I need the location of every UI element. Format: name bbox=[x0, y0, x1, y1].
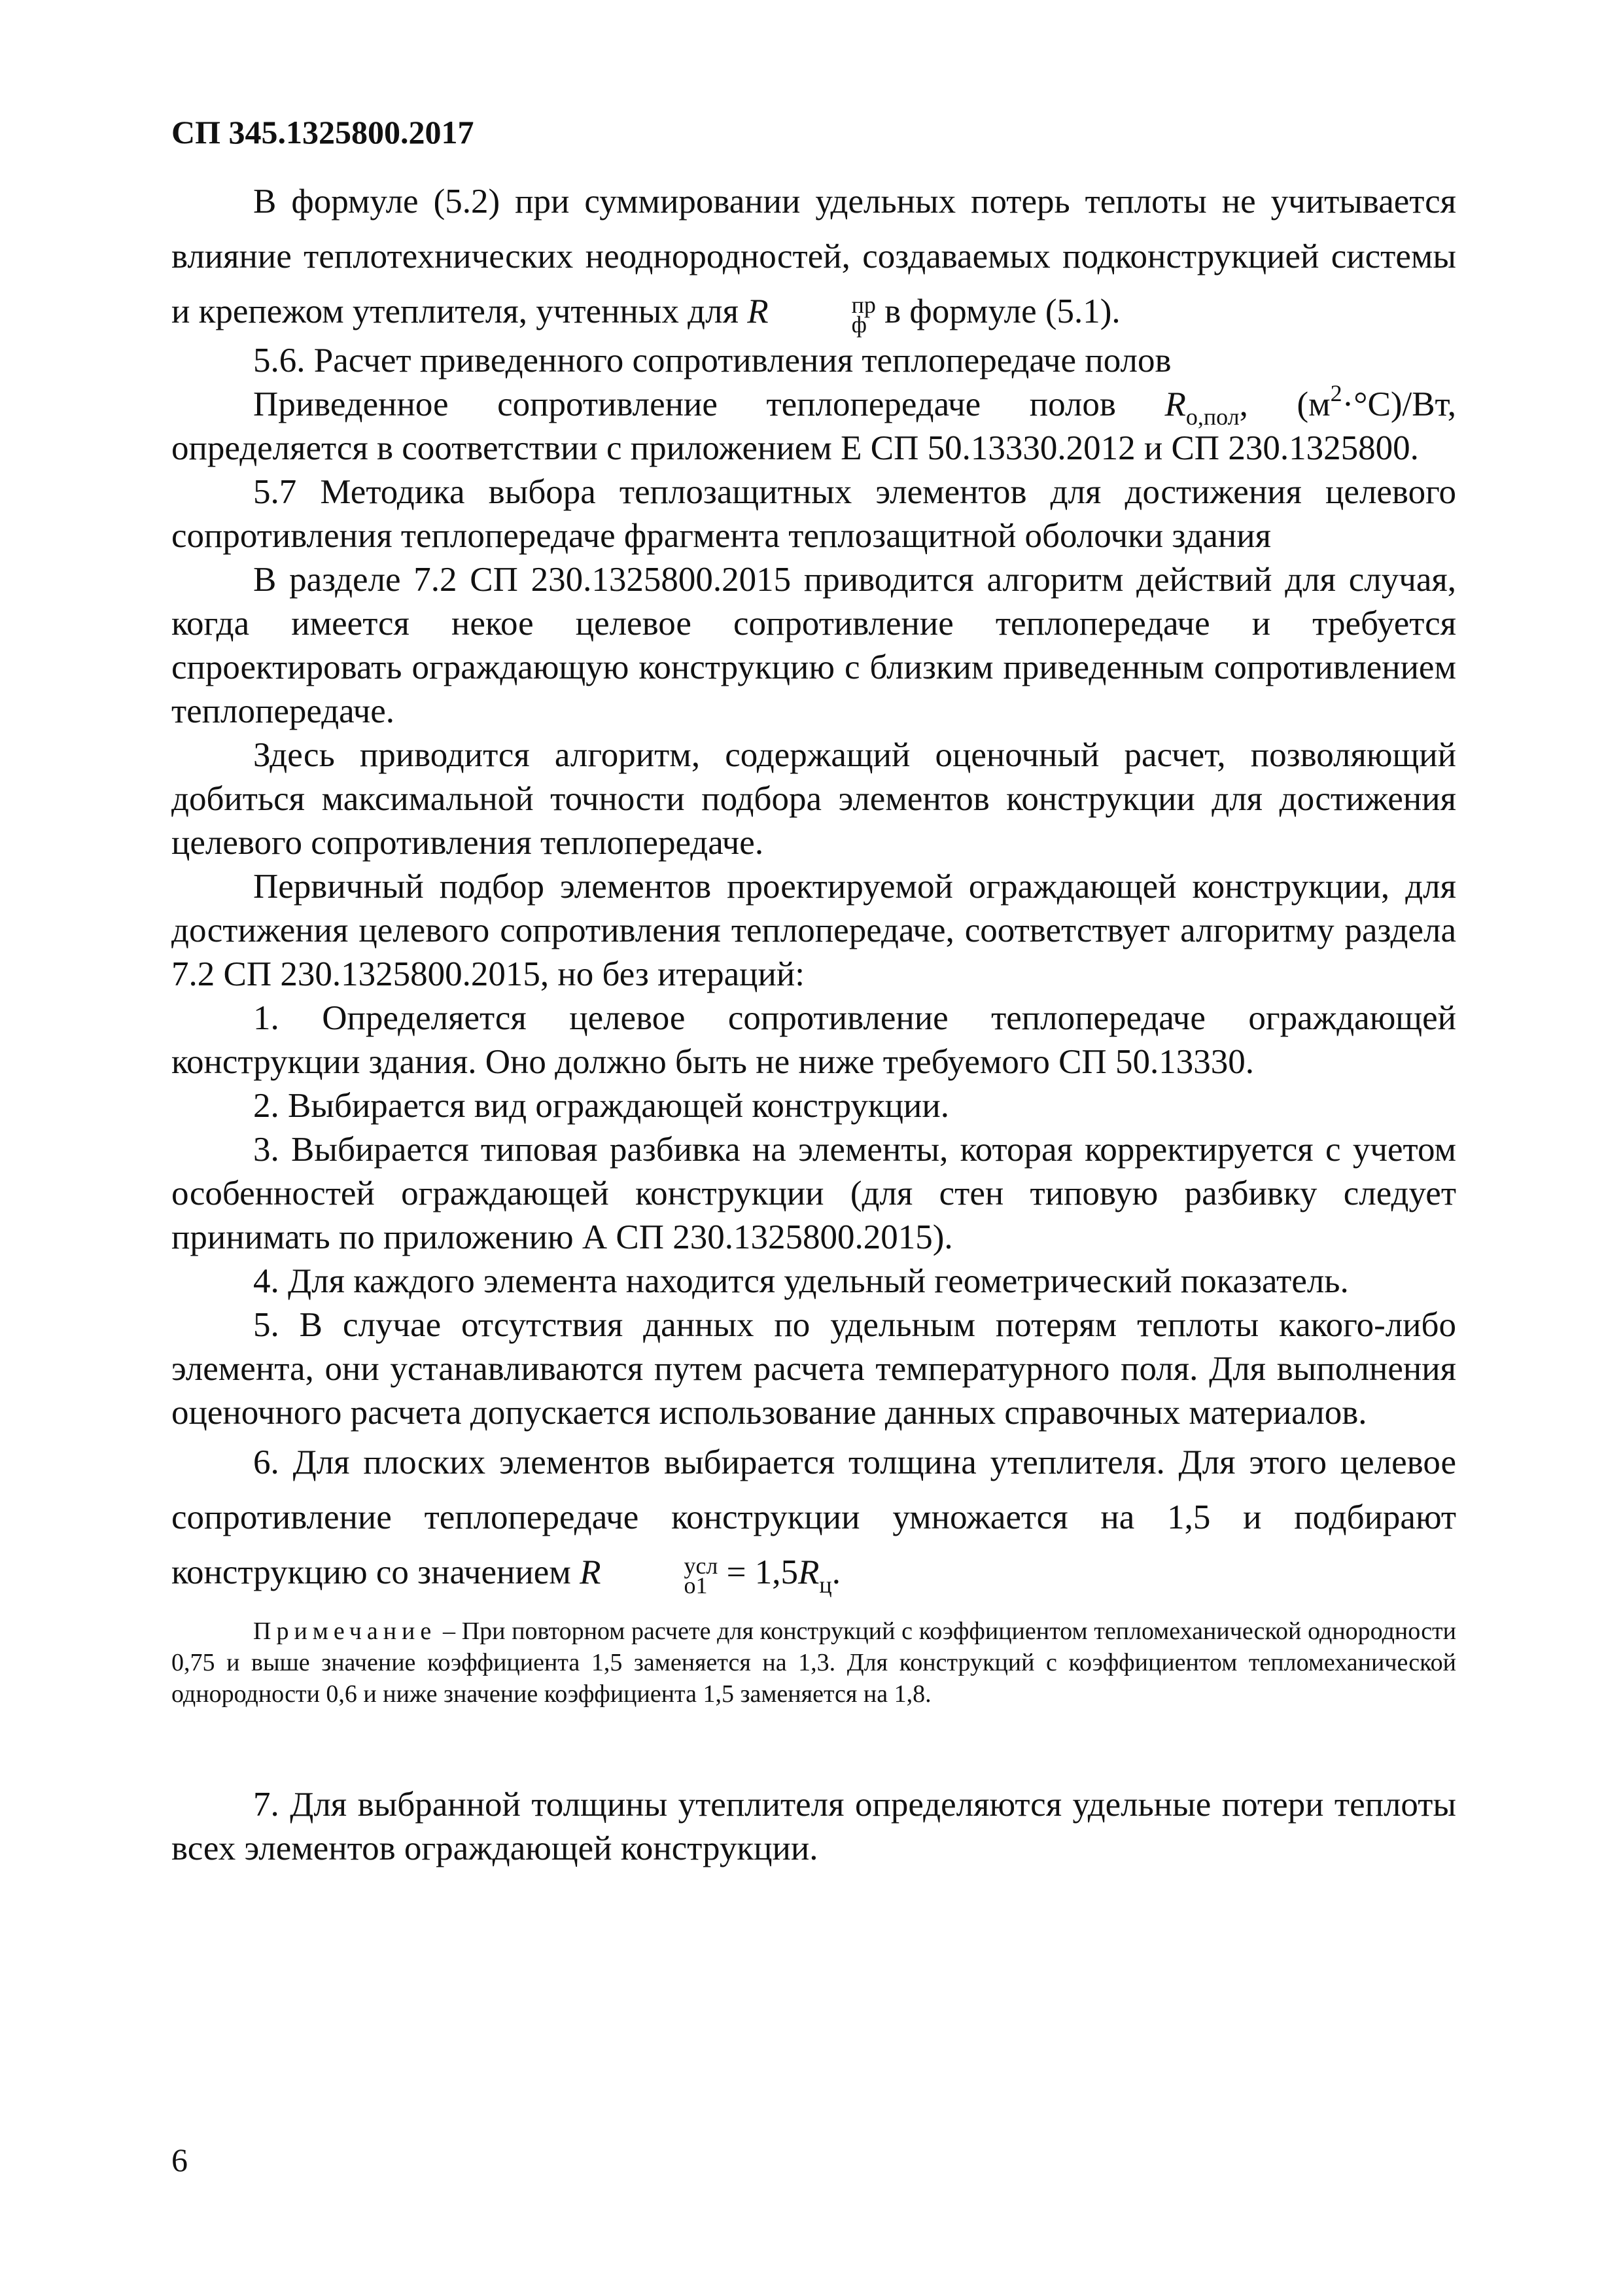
list-item-4: 4. Для каждого элемента находится удельный геометрический показатель. bbox=[253, 1262, 1349, 1300]
p2-text-mid: , (м bbox=[1239, 385, 1331, 423]
formula-r-f-pr bbox=[747, 291, 876, 338]
unit-exponent: 2 bbox=[1330, 380, 1342, 406]
symbol-r-subscript: ф bbox=[851, 311, 867, 338]
formula-r-o1-usl bbox=[580, 1552, 832, 1598]
list-item-2: 2. Выбирается вид ограждающей конструкции. bbox=[253, 1087, 949, 1125]
symbol-r-indices bbox=[602, 1552, 718, 1598]
section-5-7-heading: 5.7 Методика выбора теплозащитных элементов для достижения целевого сопротивления теплопередаче фрагмента теплозащитной оболочки здания bbox=[171, 473, 1456, 555]
symbol-r: R bbox=[747, 292, 769, 330]
p1-text-after: в формуле (5.1). bbox=[875, 292, 1121, 330]
item6-text-after: . bbox=[831, 1553, 841, 1591]
list-item-5: 5. В случае отсутствия данных по удельным потерям теплоты какого-либо элемента, они устанавливаются путем расчета температурного поля. Для выполнения оценочного расчета допускается использование данных справочных материалов. bbox=[171, 1306, 1456, 1432]
symbol-r-target-subscript: ц bbox=[819, 1572, 832, 1598]
list-item-7: 7. Для выбранной толщины утеплителя определяются удельные потери теплоты всех элементов ограждающей конструкции. bbox=[171, 1786, 1456, 1867]
paragraph-floor-resistance bbox=[171, 380, 1456, 470]
paragraph-section-7-2: В разделе 7.2 СП 230.1325800.2015 приводится алгоритм действий для случая, когда имеется некое целевое сопротивление теплопередаче и требуется спроектировать ограждающую конструкцию с близким приведенным сопротивлением теплопередаче. bbox=[171, 561, 1456, 730]
symbol-r: R bbox=[580, 1553, 601, 1591]
symbol-r-target: R bbox=[798, 1553, 820, 1591]
document-code: СП 345.1325800.2017 bbox=[171, 114, 474, 150]
symbol-r: R bbox=[1164, 385, 1186, 423]
paragraph-primary-selection: Первичный подбор элементов проектируемой ограждающей конструкции, для достижения целевого сопротивления теплопередаче, соответствует алгоритму раздела 7.2 СП 230.1325800.2015, но без итераций: bbox=[171, 868, 1456, 993]
symbol-r-superscript: усл bbox=[684, 1552, 718, 1579]
symbol-r-subscript: о,пол bbox=[1185, 404, 1240, 430]
document-body bbox=[171, 174, 1456, 1871]
formula-equals: = 1,5 bbox=[718, 1553, 799, 1591]
note-heading: Примечание bbox=[253, 1617, 437, 1645]
page-number: 6 bbox=[171, 2142, 188, 2178]
paragraph-algorithm: Здесь приводится алгоритм, содержащий оценочный расчет, позволяющий добиться максимальной точности подбора элементов конструкции для достижения целевого сопротивления теплопередаче. bbox=[171, 736, 1456, 862]
item6-text-before: 6. Для плоских элементов выбирается толщина утеплителя. Для этого целевое сопротивление теплопередаче конструкции умножается на 1,5 и подбирают конструкцию со значением bbox=[171, 1443, 1456, 1591]
symbol-r-subscript: о1 bbox=[684, 1572, 708, 1598]
list-item-6 bbox=[171, 1435, 1456, 1600]
p2-text-after: ·°С)/Вт, определяется в соответствии с приложением Е СП 50.13330.2012 и СП 230.1325800. bbox=[171, 385, 1456, 467]
paragraph-formula-5-2 bbox=[171, 174, 1456, 339]
p2-text-before: Приведенное сопротивление теплопередаче полов bbox=[253, 385, 1165, 423]
section-5-6-heading: 5.6. Расчет приведенного сопротивления теплопередаче полов bbox=[253, 342, 1172, 380]
note-text: – При повторном расчете для конструкций с коэффициентом тепломеханической однородности 0,75 и выше значение коэффициента 1,5 заменяется на 1,3. Для конструкций с коэффициентом тепломеханической однородности 0,6 и ниже значение коэффициента 1,5 заменяется на 1,8. bbox=[171, 1617, 1456, 1708]
list-item-3: 3. Выбирается типовая разбивка на элементы, которая корректируется с учетом особенностей ограждающей конструкции (для стен типовую разбивку следует принимать по приложению А СП 230.1325800.2015). bbox=[171, 1131, 1456, 1256]
symbol-r-indices bbox=[770, 291, 876, 338]
note bbox=[171, 1616, 1456, 1710]
symbol-r-superscript: пр bbox=[851, 291, 876, 318]
list-item-1: 1. Определяется целевое сопротивление теплопередаче ограждающей конструкции здания. Оно должно быть не ниже требуемого СП 50.13330. bbox=[171, 999, 1456, 1081]
p1-text-before: В формуле (5.2) при суммировании удельных потерь теплоты не учитывается влияние теплотехнических неоднородностей, создаваемых подконструкцией системы и крепежом утеплителя, учтенных для bbox=[171, 183, 1456, 330]
formula-r-o-pol bbox=[1164, 385, 1240, 430]
